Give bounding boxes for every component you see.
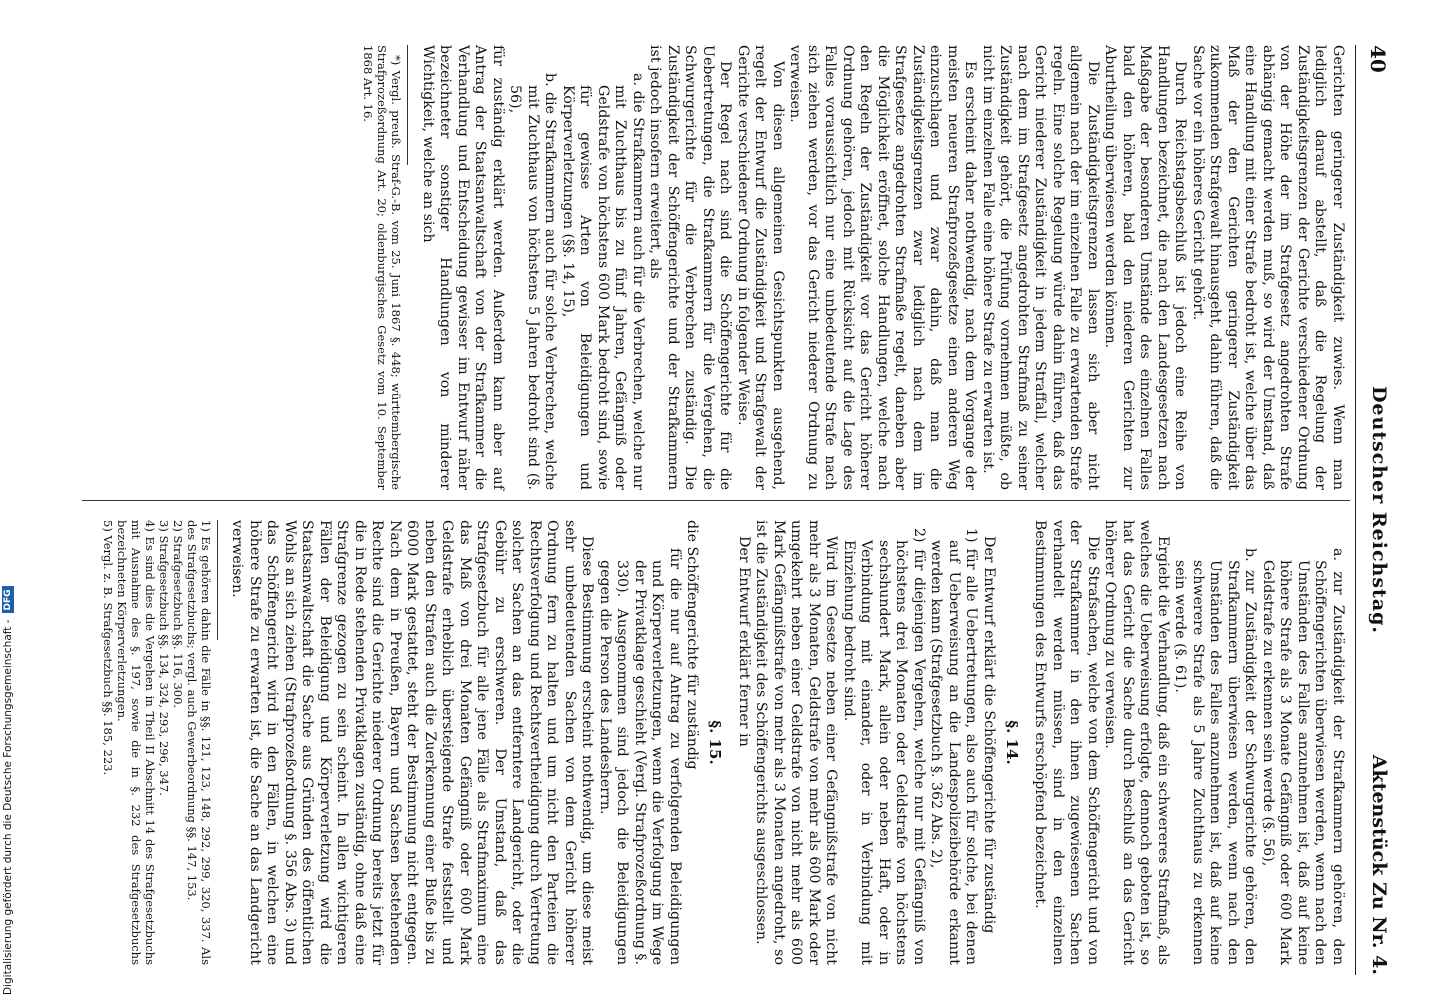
credit-text: Digitalisierung gefördert durch die Deutsche Forschungsgemeinschaft - bbox=[2, 619, 14, 995]
left-closing-paragraph: für zuständig erklärt werden. Außerdem kann aber auf Antrag der Staatsanwaltschaft von der Strafkammer die Verhandlung und Entscheidung gewisser im Entwurf näher bezeichneter sonstiger Handlungen von minderer Wichtigkeit, welche an sich bbox=[420, 45, 506, 490]
right-footnote: 3) Strafgesetzbuch §§. 134, 324, 293, 296, 347. bbox=[157, 520, 171, 796]
section-14-text: Der Entwurf erklärt die Schöffengerichte für zuständig bbox=[981, 536, 997, 934]
left-paragraph: Der Regel nach sind die Schöffengerichte für die Uebertretungen, die Strafkammern für die Vergehen, die Schwurgerichte für die Verbrechen zuständig. Die Zuständigkeit der Schöffengerichte und der Strafkammern ist jedoch insofern erweitert, als bbox=[647, 45, 734, 490]
section-heading-15: §. 15. bbox=[706, 720, 725, 765]
right-column bbox=[101, 520, 1346, 965]
right-footnote: 2) Strafgesetzbuch §§. 116, 300. bbox=[171, 520, 185, 709]
left-list-item: b. die Strafkammern auch für solche Verbrechen, welche mit Zuchthaus von höchstens 5 Jahren bedroht sind (§. 56), bbox=[507, 73, 559, 490]
right-footnote: 5) Vergl. z. B. Strafgesetzbuch §§. 185, 223. bbox=[101, 520, 115, 776]
footnote-rule bbox=[217, 520, 218, 640]
column-divider bbox=[82, 500, 1350, 501]
running-head: Deutscher Reichstag. bbox=[1368, 385, 1390, 635]
section-14-text: Der Entwurf erklärt ferner in bbox=[736, 536, 752, 747]
header-rule bbox=[1355, 45, 1356, 975]
right-paragraph: Die Strafsachen, welche von dem Schöffengericht und von der Strafkammer in den ihnen zugewiesenen Sachen verhandelt werden müssen, sind in den einzelnen Bestimmungen des Entwurfs erschöpfend bezeichnet. bbox=[1032, 520, 1101, 965]
left-paragraph: Von diesen allgemeinen Gesichtspunkten ausgehend, regelt der Entwurf die Zuständigkeit und Strafgewalt der Gerichte verschiedener Ordnung in folgender Weise. bbox=[735, 45, 786, 490]
section-15-text: Diese Bestimmung erscheint nothwendig, um diese meist sehr unbedeutenden Sachen von dem Gericht höherer Ordnung fern zu halten und um nicht den Parteien die Rechtsverfolgung und Rechtsvertheidigung durch Vertretung solcher Sachen an das entferntere Landgericht, oder die Gebühr zu erschweren. Der Umstand, daß das Strafgesetzbuch für alle jene Fälle als Strafmaximum eine das Maß von drei Monaten Gefängniß oder 600 Mark Geldstrafe erheblich übersteigende Strafe feststellt und neben den Strafen auch die Zuerkennung einer Buße bis zu 6000 Mark gestattet, steht der Bestimmung nicht entgegen. Nach dem in Preußen, Bayern und Sachsen bestehenden Rechte sind die Gerichte niederer Ordnung bereits jetzt für die in Rede stehenden Privatklagen zuständig, ohne daß eine Strafgrenze gezogen zu sein scheint. In allen wichtigeren Fällen der Beleidigung und Körperverletzung wird die Staatsanwaltschaft die Sache aus Gründen des öffentlichen Wohls an sich ziehen (Strafprozeßordnung §. 356 Abs. 3) und das Schöffengericht wird in den Fällen, in welchen eine höhere Strafe zu erwarten ist, die Sache an das Landgericht verweisen. bbox=[229, 520, 596, 965]
page-header bbox=[1364, 45, 1390, 975]
right-footnote: 4) Es sind dies die Vergehen in Theil II Abschnitt 14 des Strafgesetzbuchs mit Ausnahme des §. 197, sowie die in §. 232 des Strafgesetzbuchs bezeichneten Körperverletzungen. bbox=[115, 520, 157, 965]
dfg-logo: DFG bbox=[2, 586, 14, 613]
section-15-item: für die nur auf Antrag zu verfolgenden Beleidigungen und Körperverletzungen, wenn die Verfolgung im Wege der Privatklage geschieht (Vergl. Strafprozeßordnung §. 330). Ausgenommen sind jedoch die Beleidigungen gegen die Person des Landesherrn. bbox=[597, 548, 683, 965]
right-paragraph: Ergiebt die Verhandlung, daß ein schwereres Strafmaß, als welches die Ueberweisung erfolgte, dennoch geboten ist, so hat das Gericht die Sache durch Beschluß an das Gericht höherer Ordnung zu verweisen. bbox=[1102, 520, 1171, 965]
section-14-item: 1) für alle Uebertretungen, also auch für solche, bei denen auf Ueberweisung an die Landespolizeibehörde erkannt werden kann (Strafgesetzbuch §. 362 Abs. 2), bbox=[928, 528, 980, 965]
right-footnote: 1) Es gehören dahin die Fälle in §§. 121, 123, 148, 292, 299, 320, 337. Als des Strafgesetzbuchs; vergl. auch Gewerbeordnung §§. 147, 153. bbox=[185, 520, 213, 965]
attachment-reference: Aktenstück Zu Nr. 4. bbox=[1368, 754, 1390, 975]
footnote-rule bbox=[408, 45, 409, 165]
left-footnote: *) Vergl. preuß. Straf-G.-B. vom 25. Juni 1867 §. 448; württembergische Strafprozeßordnung Art. 20; oldenburgisches Gesetz vom 10. September 1868 Art. 16. bbox=[361, 45, 404, 490]
digitization-credit bbox=[2, 586, 14, 995]
left-list-item: a. die Strafkammern auch für die Verbrechen, welche nur mit Zuchthaus bis zu fünf Jahren, Gefängniß oder Geldstrafe von höchstens 600 Mark bedroht sind, sowie für gewisse Arten von Beleidigungen und Körperverletzungen (§§. 14, 15), bbox=[560, 73, 646, 490]
right-intro-item: b. zur Zuständigkeit der Schwurgerichte gehören, den Strafkammern überwiesen werden, wenn nach den Umständen des Falles anzunehmen ist, daß auf keine schwerere Strafe als 5 Jahre Zuchthaus zu erkennen sein werde (§. 61). bbox=[1172, 548, 1259, 965]
left-paragraph: Gerichten geringerer Zuständigkeit zuwies. Wenn man lediglich darauf abstellt, daß die Regelung der Zuständigkeitsgrenzen der Gerichte verschiedener Ordnung von der Höhe der im Strafgesetz angedrohten Strafe abhängig gemacht werden muß, so wird der Umstand, daß eine Handlung mit einer Strafe bedroht ist, welche über das Maß der den Gerichten geringerer Zuständigkeit zukommenden Strafgewalt hinausgeht, dahin führen, daß die Sache vor ein höheres Gericht gehört. bbox=[1190, 45, 1346, 490]
left-column bbox=[362, 45, 1347, 490]
left-paragraph: Es erscheint daher nothwendig, nach dem Vorgange der meisten neueren Strafprozeßgesetze einen anderen Weg einzuschlagen und zwar dahin, daß man die Zuständigkeitsgrenzen zwar lediglich nach dem im Strafgesetze angedrohten Strafmaße regelt, daneben aber die Möglichkeit eröffnet, solche Handlungen, welche nach den Regeln der Zuständigkeit vor das Gericht höherer Ordnung gehören, jedoch mit Rücksicht auf die Lage des Falles voraussichtlich nur eine unbedeutende Strafe nach sich ziehen werden, vor das Gericht niederer Ordnung zu verweisen. bbox=[787, 45, 979, 490]
section-15-text: die Schöffengerichte für zuständig bbox=[684, 520, 701, 770]
section-heading-14: §. 14. bbox=[1003, 720, 1021, 765]
right-intro-item: a. zur Zuständigkeit der Strafkammern gehören, den Schöffengerichten überwiesen werden, wenn nach den Umständen des Falles anzunehmen ist, daß auf keine höhere Strafe als 3 Monate Gefängniß oder 600 Mark Geldstrafe zu erkennen sein werde (§. 56), bbox=[1260, 548, 1346, 965]
section-14-text: Wird im Gesetze neben einer Gefängnißstrafe von nicht mehr als 3 Monaten, Geldstrafe von mehr als 600 Mark oder umgekehrt neben einer Geldstrafe von nicht mehr als 600 Mark Gefängnißstrafe von mehr als 3 Monaten angedroht, so ist die Zuständigkeit des Schöffengerichts ausgeschlossen. bbox=[753, 520, 840, 965]
left-paragraph: Die Zuständigkeitsgrenzen lassen sich aber nicht allgemein nach der im einzelnen Falle zu erwartenden Strafe regeln. Eine solche Regelung würde dahin führen, daß das Gericht niederer Zuständigkeit in jedem Straffall, welcher nach dem im Strafgesetz angedrohten Strafmaß zu seiner Zuständigkeit gehört, die Prüfung vornehmen müßte, ob nicht im einzelnen Falle eine höhere Strafe zu erwarten ist. bbox=[980, 45, 1101, 490]
left-paragraph: Durch Reichstagsbeschluß ist jedoch eine Reihe von Handlungen bezeichnet, die nach den Landesgesetzen nach Maßgabe der besonderen Umstände des einzelnen Falles bald den höheren, bald den niederen Gerichten zur Aburtheilung überwiesen werden können. bbox=[1102, 45, 1189, 490]
page-number: 40 bbox=[1366, 45, 1390, 73]
section-14-item: 2) für diejenigen Vergehen, welche nur mit Gefängniß von höchstens drei Monaten oder Geldstrafe von höchstens sechshundert Mark, allein oder neben Haft, oder in Verbindung mit einander, oder in Verbindung mit Einziehung bedroht sind. bbox=[841, 528, 927, 965]
